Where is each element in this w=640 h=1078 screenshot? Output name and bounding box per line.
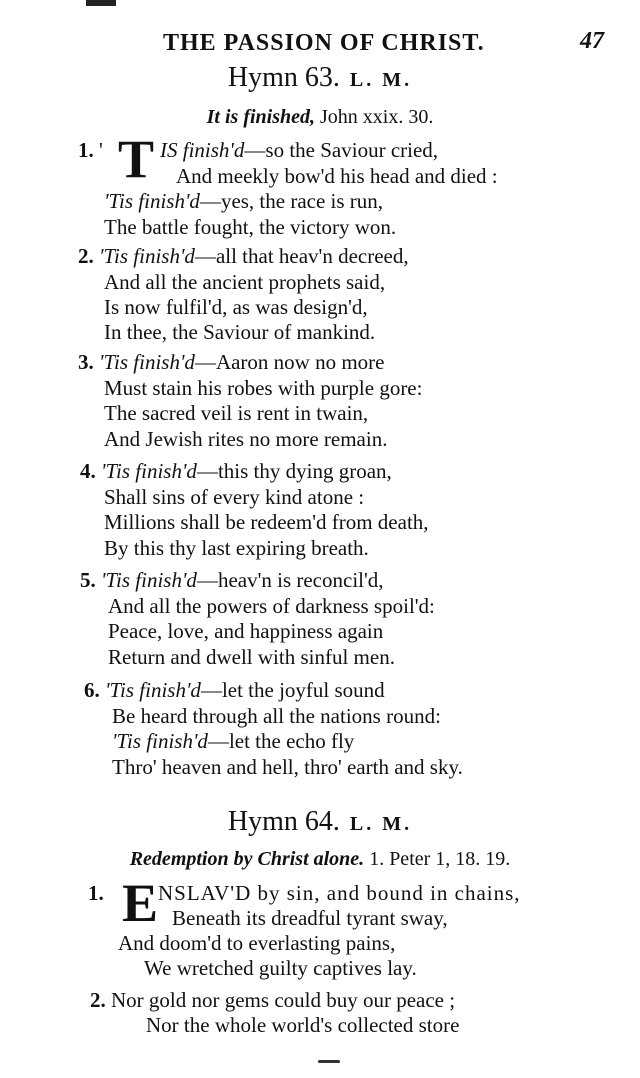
line-text: —Aaron now no more [194,350,385,374]
verse-line [88,883,104,904]
apostrophe: ' [99,138,103,162]
page-number: 47 [580,28,604,54]
hymn-64-subtitle [0,848,640,871]
verse-line: Return and dwell with sinful men. [108,645,395,669]
hymn-63-subtitle-text: It is finished, [206,106,315,128]
line-text: —yes, the race is run, [199,189,384,213]
verse-line [112,731,354,752]
verse-line: Millions shall be redeem'd from death, [104,510,429,534]
verse-line: Nor the whole world's collected store [146,1013,460,1037]
verse-line: Shall sins of every kind atone : [104,485,365,509]
verse-line: And all the ancient prophets said, [104,270,386,294]
verse-line: The battle fought, the victory won. [104,215,397,239]
page-header [0,26,640,62]
verse-line: Is now fulfil'd, as was design'd, [104,295,368,319]
verse-line: By this thy last expiring breath. [104,536,369,560]
hymn-64-meter: L. M. [349,813,413,835]
hymn-63-scripture-ref: John xxix. 30. [320,106,434,128]
hymn-63-title [0,62,640,94]
verse-line: Must stain his robes with purple gore: [104,376,423,400]
verse-line: Beneath its dreadful tyrant sway, [172,906,448,930]
verse-line [80,570,384,591]
refrain-italic: 'Tis finish'd [112,729,208,753]
verse-line [104,191,383,212]
verse-line [78,140,103,161]
hymn-63-meter: L. M. [349,69,413,91]
hymn-63-subtitle [0,106,640,129]
hymn-63-number: Hymn 63. [227,62,340,93]
refrain-italic: 'Tis finish'd [105,678,201,702]
refrain-italic: 'Tis finish'd [99,244,195,268]
line-text: —all that heav'n decreed, [194,244,409,268]
drop-cap: T [118,129,155,189]
refrain-italic: 'Tis finish'd [101,459,197,483]
verse-line: Peace, love, and happiness again [108,619,384,643]
verse-line: Thro' heaven and hell, thro' earth and sky. [112,755,463,779]
verse-line [160,140,438,161]
verse-line [90,990,455,1011]
verse-number: 4. [80,459,96,483]
printing-mark [86,0,116,6]
verse-line [78,352,384,373]
line-text: —let the echo fly [207,729,355,753]
verse-number: 3. [78,350,94,374]
verse-line: And doom'd to everlasting pains, [118,931,396,955]
refrain-italic: IS finish'd [160,138,245,162]
verse-number: 5. [80,568,96,592]
hymn-64-title [0,806,640,838]
verse-number: 1. [88,881,104,905]
catchword-mark [318,1060,340,1063]
line-text: —this thy dying groan, [196,459,392,483]
line-text: —so the Saviour cried, [244,138,439,162]
verse-number: 2. [78,244,94,268]
refrain-italic: 'Tis finish'd [104,189,200,213]
refrain-italic: 'Tis finish'd [99,350,195,374]
verse-line: In thee, the Saviour of mankind. [104,320,376,344]
hymn-64-subtitle-text: Redemption by Christ alone. [129,848,365,870]
hymn-64-number: Hymn 64. [227,806,340,837]
verse-line [78,246,409,267]
hymn-64-scripture-ref: 1. Peter 1, 18. 19. [369,848,511,870]
line-text: Nor gold nor gems could buy our peace ; [111,988,456,1012]
running-title: THE PASSION OF CHRIST. [163,30,485,56]
line-text: —heav'n is reconcil'd, [196,568,384,592]
verse-line: And meekly bow'd his head and died : [176,164,498,188]
refrain-italic: 'Tis finish'd [101,568,197,592]
verse-number: 6. [84,678,100,702]
verse-number: 2. [90,988,106,1012]
verse-line: Be heard through all the nations round: [112,704,441,728]
verse-number: 1. [78,138,94,162]
verse-line: NSLAV'D by sin, and bound in chains, [158,881,521,905]
drop-cap: E [122,873,159,933]
verse-line: We wretched guilty captives lay. [144,956,417,980]
line-text: —let the joyful sound [200,678,385,702]
verse-line: The sacred veil is rent in twain, [104,401,369,425]
verse-line [80,461,392,482]
verse-line: And all the powers of darkness spoil'd: [108,594,435,618]
verse-line: And Jewish rites no more remain. [104,427,388,451]
verse-line [84,680,385,701]
